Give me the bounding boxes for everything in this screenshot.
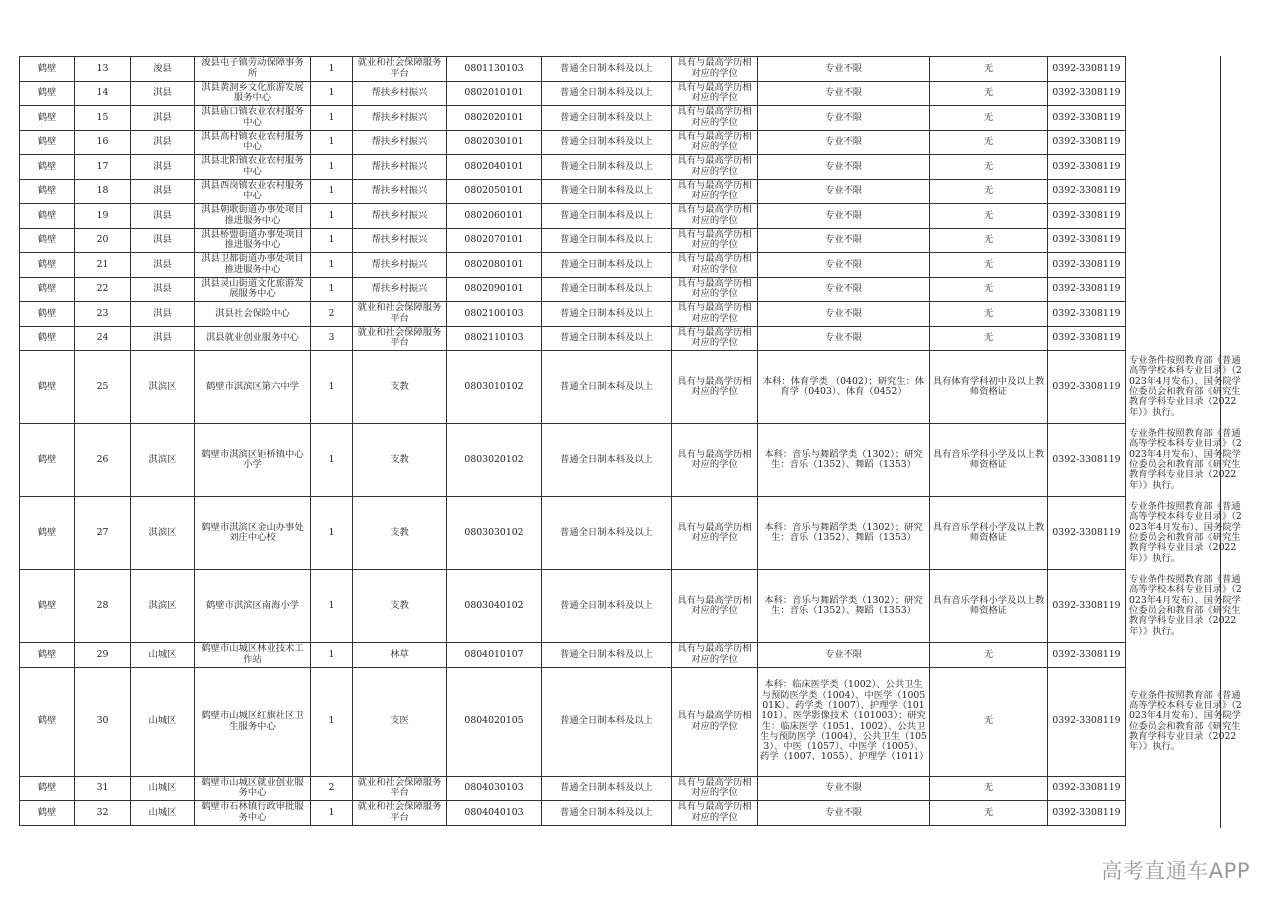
cell-city: 鹤壁	[20, 497, 75, 570]
cell-code: 0803030102	[447, 497, 542, 570]
cell-degree: 具有与最高学历相对应的学位	[672, 424, 758, 497]
cell-other: 无	[930, 326, 1048, 351]
cell-phone: 0392-3308119	[1048, 497, 1126, 570]
cell-other: 无	[930, 277, 1048, 302]
cell-county: 淇县	[131, 326, 195, 351]
cell-note	[1126, 57, 1248, 82]
table-row	[20, 277, 1248, 302]
cell-edu: 普通全日制本科及以上	[542, 326, 672, 351]
cell-county: 淇县	[131, 130, 195, 155]
table-row	[20, 424, 1248, 497]
cell-edu: 普通全日制本科及以上	[542, 57, 672, 82]
cell-num: 1	[311, 204, 353, 229]
job-table-body	[20, 57, 1248, 826]
cell-no: 20	[75, 228, 131, 253]
cell-no: 23	[75, 302, 131, 327]
cell-code: 0804040103	[447, 801, 542, 826]
cell-note	[1126, 179, 1248, 204]
cell-edu: 普通全日制本科及以上	[542, 204, 672, 229]
cell-unit: 淇县西岗镇农业农村服务中心	[195, 179, 311, 204]
cell-edu: 普通全日制本科及以上	[542, 643, 672, 668]
table-row	[20, 570, 1248, 643]
cell-no: 17	[75, 155, 131, 180]
cell-num: 1	[311, 643, 353, 668]
cell-other: 无	[930, 204, 1048, 229]
cell-post: 就业和社会保障服务平台	[353, 776, 447, 801]
cell-major: 本科：音乐与舞蹈学类（1302）；研究生：音乐（1352）、舞蹈（1353）	[758, 570, 930, 643]
job-table	[19, 56, 1248, 826]
cell-major: 专业不限	[758, 106, 930, 131]
cell-phone: 0392-3308119	[1048, 228, 1126, 253]
cell-code: 0802110103	[447, 326, 542, 351]
table-row	[20, 155, 1248, 180]
cell-other: 无	[930, 57, 1048, 82]
cell-degree: 具有与最高学历相对应的学位	[672, 155, 758, 180]
cell-city: 鹤壁	[20, 204, 75, 229]
cell-num: 1	[311, 424, 353, 497]
cell-unit: 淇县庙口镇农业农村服务中心	[195, 106, 311, 131]
cell-post: 帮扶乡村振兴	[353, 130, 447, 155]
cell-other: 无	[930, 81, 1048, 106]
cell-code: 0804030103	[447, 776, 542, 801]
cell-num: 1	[311, 155, 353, 180]
cell-city: 鹤壁	[20, 351, 75, 424]
cell-city: 鹤壁	[20, 570, 75, 643]
cell-no: 27	[75, 497, 131, 570]
table-row	[20, 81, 1248, 106]
cell-other: 无	[930, 253, 1048, 278]
cell-unit: 鹤壁市山城区红旗社区卫生服务中心	[195, 667, 311, 776]
cell-edu: 普通全日制本科及以上	[542, 130, 672, 155]
cell-code: 0802040101	[447, 155, 542, 180]
cell-degree: 具有与最高学历相对应的学位	[672, 776, 758, 801]
cell-code: 0803010102	[447, 351, 542, 424]
cell-note	[1126, 155, 1248, 180]
cell-no: 21	[75, 253, 131, 278]
cell-other: 无	[930, 643, 1048, 668]
cell-note: 专业条件按照教育部《普通高等学校本科专业目录》（2023年4月发布）、国务院学位委员会和教育部《研究生教育学科专业目录（2022年）》执行。	[1129, 428, 1242, 491]
cell-num: 1	[311, 351, 353, 424]
table-row	[20, 497, 1248, 570]
cell-other: 无	[930, 130, 1048, 155]
cell-edu: 普通全日制本科及以上	[542, 81, 672, 106]
cell-major: 专业不限	[758, 81, 930, 106]
cell-phone: 0392-3308119	[1048, 302, 1126, 327]
cell-phone: 0392-3308119	[1048, 106, 1126, 131]
table-row	[20, 228, 1248, 253]
cell-county: 淇滨区	[131, 497, 195, 570]
cell-post: 支教	[353, 570, 447, 643]
cell-county: 淇县	[131, 277, 195, 302]
table-row	[20, 130, 1248, 155]
cell-major: 专业不限	[758, 130, 930, 155]
cell-no: 28	[75, 570, 131, 643]
table-row	[20, 326, 1248, 351]
cell-num: 1	[311, 277, 353, 302]
cell-major: 本科：音乐与舞蹈学类（1302）；研究生：音乐（1352）、舞蹈（1353）	[758, 497, 930, 570]
cell-code: 0802070101	[447, 228, 542, 253]
cell-unit: 鹤壁市山城区林业技术工作站	[195, 643, 311, 668]
cell-unit: 淇县高村镇农业农村服务中心	[195, 130, 311, 155]
cell-degree: 具有与最高学历相对应的学位	[672, 667, 758, 776]
cell-no: 15	[75, 106, 131, 131]
cell-post: 就业和社会保障服务平台	[353, 326, 447, 351]
cell-num: 1	[311, 497, 353, 570]
cell-county: 山城区	[131, 776, 195, 801]
cell-unit: 浚县屯子镇劳动保障事务所	[195, 57, 311, 82]
cell-edu: 普通全日制本科及以上	[542, 351, 672, 424]
cell-county: 淇县	[131, 155, 195, 180]
cell-degree: 具有与最高学历相对应的学位	[672, 497, 758, 570]
cell-unit: 鹤壁市山城区就业创业服务中心	[195, 776, 311, 801]
cell-major: 本科：体育学类 （0402）；研究生：体育学（0403）、体育（0452）	[758, 351, 930, 424]
cell-code: 0802020101	[447, 106, 542, 131]
cell-note	[1126, 302, 1248, 327]
cell-num: 1	[311, 228, 353, 253]
cell-note	[1126, 228, 1248, 253]
cell-no: 16	[75, 130, 131, 155]
cell-note: 专业条件按照教育部《普通高等学校本科专业目录》（2023年4月发布）、国务院学位委员会和教育部《研究生教育学科专业目录（2022年）》执行。	[1129, 355, 1242, 418]
cell-post: 帮扶乡村振兴	[353, 253, 447, 278]
cell-unit: 鹤壁市淇滨区南海小学	[195, 570, 311, 643]
cell-post: 支教	[353, 351, 447, 424]
cell-post: 支教	[353, 424, 447, 497]
cell-city: 鹤壁	[20, 81, 75, 106]
cell-num: 1	[311, 57, 353, 82]
cell-note	[1126, 130, 1248, 155]
cell-edu: 普通全日制本科及以上	[542, 179, 672, 204]
cell-major: 专业不限	[758, 155, 930, 180]
cell-degree: 具有与最高学历相对应的学位	[672, 326, 758, 351]
cell-city: 鹤壁	[20, 667, 75, 776]
cell-post: 帮扶乡村振兴	[353, 155, 447, 180]
cell-unit: 淇县北阳镇农业农村服务中心	[195, 155, 311, 180]
cell-note	[1126, 776, 1248, 801]
cell-post: 帮扶乡村振兴	[353, 179, 447, 204]
cell-note: 专业条件按照教育部《普通高等学校本科专业目录》（2023年4月发布）、国务院学位委员会和教育部《研究生教育学科专业目录（2022年）》执行。	[1129, 501, 1242, 564]
cell-county: 淇县	[131, 179, 195, 204]
cell-degree: 具有与最高学历相对应的学位	[672, 302, 758, 327]
cell-degree: 具有与最高学历相对应的学位	[672, 130, 758, 155]
cell-no: 18	[75, 179, 131, 204]
cell-edu: 普通全日制本科及以上	[542, 106, 672, 131]
cell-other: 具有音乐学科小学及以上教师资格证	[930, 497, 1048, 570]
cell-num: 1	[311, 130, 353, 155]
cell-edu: 普通全日制本科及以上	[542, 277, 672, 302]
cell-other: 无	[930, 667, 1048, 776]
cell-city: 鹤壁	[20, 155, 75, 180]
cell-note: 专业条件按照教育部《普通高等学校本科专业目录》（2023年4月发布）、国务院学位委员会和教育部《研究生教育学科专业目录（2022年）》执行。	[1129, 689, 1242, 753]
cell-code: 0802030101	[447, 130, 542, 155]
cell-num: 1	[311, 801, 353, 826]
cell-note	[1126, 326, 1248, 351]
cell-no: 30	[75, 667, 131, 776]
cell-major: 专业不限	[758, 776, 930, 801]
cell-post: 就业和社会保障服务平台	[353, 801, 447, 826]
cell-code: 0803020102	[447, 424, 542, 497]
cell-county: 浚县	[131, 57, 195, 82]
cell-degree: 具有与最高学历相对应的学位	[672, 57, 758, 82]
cell-post: 林草	[353, 643, 447, 668]
cell-phone: 0392-3308119	[1048, 57, 1126, 82]
cell-city: 鹤壁	[20, 228, 75, 253]
watermark: 高考直通车APP	[1101, 859, 1250, 883]
cell-num: 1	[311, 106, 353, 131]
cell-num: 1	[311, 570, 353, 643]
cell-edu: 普通全日制本科及以上	[542, 228, 672, 253]
cell-city: 鹤壁	[20, 106, 75, 131]
cell-city: 鹤壁	[20, 179, 75, 204]
cell-phone: 0392-3308119	[1048, 776, 1126, 801]
cell-num: 1	[311, 179, 353, 204]
cell-other: 无	[930, 179, 1048, 204]
cell-other: 无	[930, 801, 1048, 826]
table-row	[20, 204, 1248, 229]
table-row	[20, 106, 1248, 131]
cell-post: 就业和社会保障服务平台	[353, 57, 447, 82]
cell-city: 鹤壁	[20, 776, 75, 801]
cell-edu: 普通全日制本科及以上	[542, 570, 672, 643]
table-row	[20, 351, 1248, 424]
cell-no: 29	[75, 643, 131, 668]
cell-note	[1126, 801, 1248, 826]
cell-post: 帮扶乡村振兴	[353, 204, 447, 229]
cell-degree: 具有与最高学历相对应的学位	[672, 81, 758, 106]
cell-city: 鹤壁	[20, 302, 75, 327]
table-row	[20, 302, 1248, 327]
cell-county: 淇滨区	[131, 424, 195, 497]
cell-degree: 具有与最高学历相对应的学位	[672, 253, 758, 278]
cell-other: 无	[930, 776, 1048, 801]
cell-edu: 普通全日制本科及以上	[542, 302, 672, 327]
cell-major: 专业不限	[758, 253, 930, 278]
cell-unit: 淇县卫都街道办事处项目推进服务中心	[195, 253, 311, 278]
cell-no: 14	[75, 81, 131, 106]
cell-unit: 淇县桥盟街道办事处项目推进服务中心	[195, 228, 311, 253]
cell-degree: 具有与最高学历相对应的学位	[672, 277, 758, 302]
cell-major: 本科：音乐与舞蹈学类（1302）；研究生：音乐（1352）、舞蹈（1353）	[758, 424, 930, 497]
cell-county: 淇滨区	[131, 351, 195, 424]
cell-code: 0802080101	[447, 253, 542, 278]
cell-note	[1126, 253, 1248, 278]
cell-edu: 普通全日制本科及以上	[542, 801, 672, 826]
cell-phone: 0392-3308119	[1048, 643, 1126, 668]
cell-major: 专业不限	[758, 57, 930, 82]
cell-code: 0801130103	[447, 57, 542, 82]
table-row	[20, 253, 1248, 278]
table-row	[20, 57, 1248, 82]
cell-unit: 鹤壁市石林镇行政审批服务中心	[195, 801, 311, 826]
cell-other: 具有音乐学科小学及以上教师资格证	[930, 424, 1048, 497]
cell-county: 山城区	[131, 667, 195, 776]
cell-county: 淇滨区	[131, 570, 195, 643]
cell-no: 25	[75, 351, 131, 424]
cell-code: 0802010101	[447, 81, 542, 106]
cell-num: 3	[311, 326, 353, 351]
cell-unit: 鹤壁市淇滨区金山办事处刘庄中心校	[195, 497, 311, 570]
cell-major: 专业不限	[758, 326, 930, 351]
cell-major: 专业不限	[758, 277, 930, 302]
cell-county: 淇县	[131, 302, 195, 327]
cell-county: 淇县	[131, 204, 195, 229]
cell-no: 32	[75, 801, 131, 826]
cell-other: 无	[930, 106, 1048, 131]
cell-phone: 0392-3308119	[1048, 326, 1126, 351]
cell-degree: 具有与最高学历相对应的学位	[672, 801, 758, 826]
cell-county: 淇县	[131, 81, 195, 106]
cell-code: 0802090101	[447, 277, 542, 302]
cell-post: 就业和社会保障服务平台	[353, 302, 447, 327]
cell-edu: 普通全日制本科及以上	[542, 497, 672, 570]
cell-major: 专业不限	[758, 204, 930, 229]
cell-phone: 0392-3308119	[1048, 424, 1126, 497]
table-row	[20, 776, 1248, 801]
cell-phone: 0392-3308119	[1048, 801, 1126, 826]
cell-num: 2	[311, 302, 353, 327]
cell-other: 具有体育学科初中及以上教师资格证	[930, 351, 1048, 424]
cell-code: 0803040102	[447, 570, 542, 643]
cell-city: 鹤壁	[20, 277, 75, 302]
cell-code: 0802050101	[447, 179, 542, 204]
cell-note	[1126, 643, 1248, 668]
cell-degree: 具有与最高学历相对应的学位	[672, 570, 758, 643]
cell-post: 支医	[353, 667, 447, 776]
cell-num: 1	[311, 253, 353, 278]
cell-code: 0804010107	[447, 643, 542, 668]
cell-phone: 0392-3308119	[1048, 570, 1126, 643]
cell-phone: 0392-3308119	[1048, 351, 1126, 424]
cell-city: 鹤壁	[20, 130, 75, 155]
cell-city: 鹤壁	[20, 326, 75, 351]
cell-other: 具有音乐学科小学及以上教师资格证	[930, 570, 1048, 643]
cell-phone: 0392-3308119	[1048, 130, 1126, 155]
table-row	[20, 643, 1248, 668]
cell-county: 山城区	[131, 643, 195, 668]
cell-num: 1	[311, 81, 353, 106]
cell-no: 19	[75, 204, 131, 229]
cell-edu: 普通全日制本科及以上	[542, 253, 672, 278]
cell-unit: 鹤壁市淇滨区第六中学	[195, 351, 311, 424]
cell-note: 专业条件按照教育部《普通高等学校本科专业目录》（2023年4月发布）、国务院学位委员会和教育部《研究生教育学科专业目录（2022年）》执行。	[1129, 574, 1242, 637]
cell-city: 鹤壁	[20, 253, 75, 278]
cell-post: 帮扶乡村振兴	[353, 228, 447, 253]
cell-other: 无	[930, 228, 1048, 253]
cell-unit: 淇县灵山街道文化旅游发展服务中心	[195, 277, 311, 302]
cell-unit: 鹤壁市淇滨区钜桥镇中心小学	[195, 424, 311, 497]
cell-major: 本科：临床医学类（1002）、公共卫生与预防医学类（1004）、中医学（100501K）、药学类（1007）、护理学（101101）、医学影像技术（101003）；研究生：临床医学（1051、1002）、公共卫生与预防医学（1004）、公共卫生（1053）、中医（1057）、中医学（1005）、药学（1007、1055）、护理学（1011）	[758, 667, 930, 776]
cell-unit: 淇县社会保险中心	[195, 302, 311, 327]
cell-other: 无	[930, 302, 1048, 327]
cell-code: 0802100103	[447, 302, 542, 327]
cell-degree: 具有与最高学历相对应的学位	[672, 228, 758, 253]
cell-county: 淇县	[131, 106, 195, 131]
cell-post: 帮扶乡村振兴	[353, 106, 447, 131]
cell-county: 山城区	[131, 801, 195, 826]
cell-major: 专业不限	[758, 179, 930, 204]
cell-major: 专业不限	[758, 302, 930, 327]
cell-phone: 0392-3308119	[1048, 155, 1126, 180]
cell-no: 13	[75, 57, 131, 82]
cell-unit: 淇县就业创业服务中心	[195, 326, 311, 351]
cell-no: 26	[75, 424, 131, 497]
cell-degree: 具有与最高学历相对应的学位	[672, 204, 758, 229]
cell-city: 鹤壁	[20, 424, 75, 497]
cell-degree: 具有与最高学历相对应的学位	[672, 106, 758, 131]
table-row	[20, 667, 1248, 776]
cell-phone: 0392-3308119	[1048, 667, 1126, 776]
cell-unit: 淇县黄洞乡文化旅游发展服务中心	[195, 81, 311, 106]
cell-phone: 0392-3308119	[1048, 204, 1126, 229]
table-row	[20, 179, 1248, 204]
cell-other: 无	[930, 155, 1048, 180]
cell-post: 帮扶乡村振兴	[353, 277, 447, 302]
cell-degree: 具有与最高学历相对应的学位	[672, 643, 758, 668]
cell-major: 专业不限	[758, 801, 930, 826]
cell-code: 0802060101	[447, 204, 542, 229]
cell-no: 31	[75, 776, 131, 801]
cell-phone: 0392-3308119	[1048, 253, 1126, 278]
cell-degree: 具有与最高学历相对应的学位	[672, 179, 758, 204]
cell-edu: 普通全日制本科及以上	[542, 776, 672, 801]
cell-degree: 具有与最高学历相对应的学位	[672, 351, 758, 424]
cell-phone: 0392-3308119	[1048, 277, 1126, 302]
cell-note	[1126, 204, 1248, 229]
cell-city: 鹤壁	[20, 57, 75, 82]
cell-note	[1126, 81, 1248, 106]
cell-county: 淇县	[131, 228, 195, 253]
cell-num: 2	[311, 776, 353, 801]
cell-no: 24	[75, 326, 131, 351]
cell-edu: 普通全日制本科及以上	[542, 155, 672, 180]
cell-major: 专业不限	[758, 643, 930, 668]
cell-county: 淇县	[131, 253, 195, 278]
cell-major: 专业不限	[758, 228, 930, 253]
cell-unit: 淇县朝歌街道办事处项目推进服务中心	[195, 204, 311, 229]
cell-note	[1126, 277, 1248, 302]
cell-phone: 0392-3308119	[1048, 179, 1126, 204]
cell-city: 鹤壁	[20, 801, 75, 826]
cell-edu: 普通全日制本科及以上	[542, 424, 672, 497]
cell-no: 22	[75, 277, 131, 302]
table-row	[20, 801, 1248, 826]
cell-num: 1	[311, 667, 353, 776]
cell-note	[1126, 106, 1248, 131]
cell-post: 帮扶乡村振兴	[353, 81, 447, 106]
cell-city: 鹤壁	[20, 643, 75, 668]
cell-code: 0804020105	[447, 667, 542, 776]
cell-post: 支教	[353, 497, 447, 570]
cell-phone: 0392-3308119	[1048, 81, 1126, 106]
cell-edu: 普通全日制本科及以上	[542, 667, 672, 776]
